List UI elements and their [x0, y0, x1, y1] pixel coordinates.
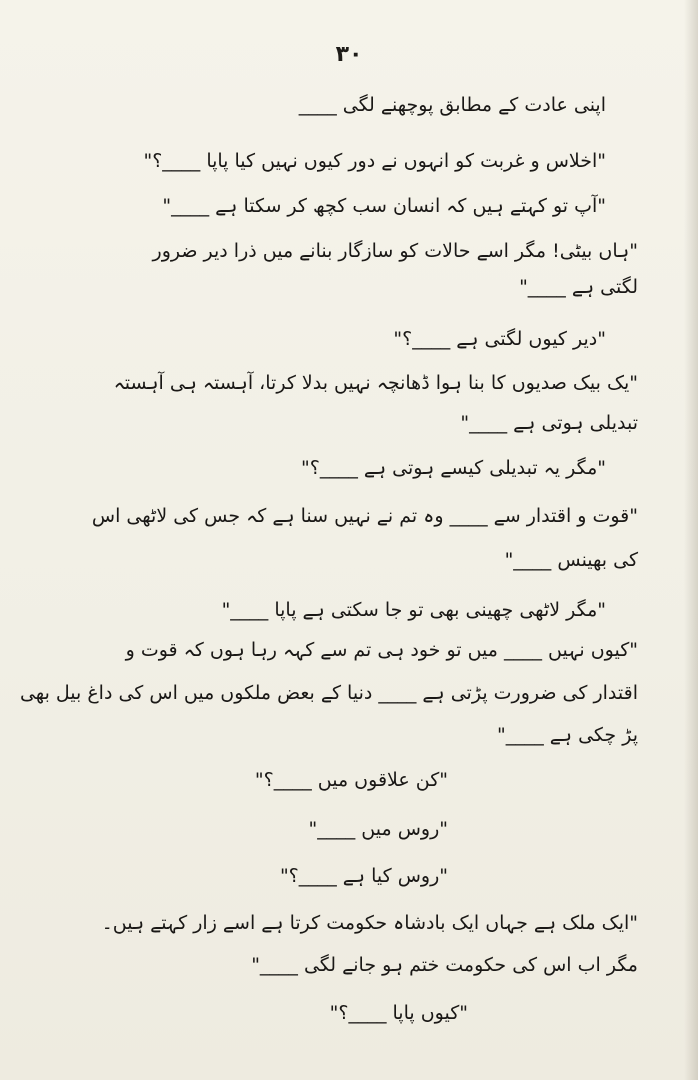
- text-line-20: مگر اب اس کی حکومت ختم ہو جانے لگی ____": [251, 954, 638, 976]
- text-line-6: "دیر کیوں لگتی ہے ____؟": [393, 328, 606, 350]
- text-line-7: "یک بیک صدیوں کا بنا ہوا ڈھانچہ نہیں بدلا کرتا، آہستہ ہی آہستہ: [113, 372, 638, 394]
- text-line-3: "آپ تو کہتے ہیں کہ انسان سب کچھ کر سکتا ہے ____": [162, 195, 606, 217]
- text-line-19: "ایک ملک ہے جہاں ایک بادشاہ حکومت کرتا ہے اسے زار کہتے ہیں۔: [101, 912, 638, 934]
- text-line-11: کی بھینس ____": [504, 549, 638, 571]
- text-line-1: اپنی عادت کے مطابق پوچھنے لگی ____: [298, 94, 606, 116]
- text-line-13: "کیوں نہیں ____ میں تو خود ہی تم سے کہہ رہا ہوں کہ قوت و: [125, 639, 638, 661]
- text-line-9: "مگر یہ تبدیلی کیسے ہوتی ہے ____؟": [301, 457, 606, 479]
- text-line-17: "روس میں ____": [308, 818, 448, 840]
- text-line-5: لگتی ہے ____": [519, 276, 638, 298]
- text-line-18: "روس کیا ہے ____؟": [279, 865, 448, 887]
- text-line-8: تبدیلی ہوتی ہے ____": [460, 412, 638, 434]
- page-number: ۳۰: [335, 42, 363, 67]
- text-line-12: "مگر لاٹھی چھینی بھی تو جا سکتی ہے پاپا ____": [221, 599, 606, 621]
- text-line-14: اقتدار کی ضرورت پڑتی ہے ____ دنیا کے بعض ملکوں میں اس کی داغ بیل بھی: [19, 682, 638, 704]
- page-spine-shadow: [684, 0, 698, 1080]
- text-line-2: "اخلاس و غربت کو انہوں نے دور کیوں نہیں کیا پاپا ____؟": [143, 150, 606, 172]
- text-line-4: "ہاں بیٹی! مگر اسے حالات کو سازگار بنانے میں ذرا دیر ضرور: [152, 240, 638, 262]
- text-line-10: "قوت و اقتدار سے ____ وہ تم نے نہیں سنا ہے کہ جس کی لاٹھی اس: [91, 505, 638, 527]
- text-line-21: "کیوں پاپا ____؟": [329, 1002, 468, 1024]
- text-line-15: پڑ چکی ہے ____": [497, 724, 638, 746]
- text-line-16: "کن علاقوں میں ____؟": [254, 769, 448, 791]
